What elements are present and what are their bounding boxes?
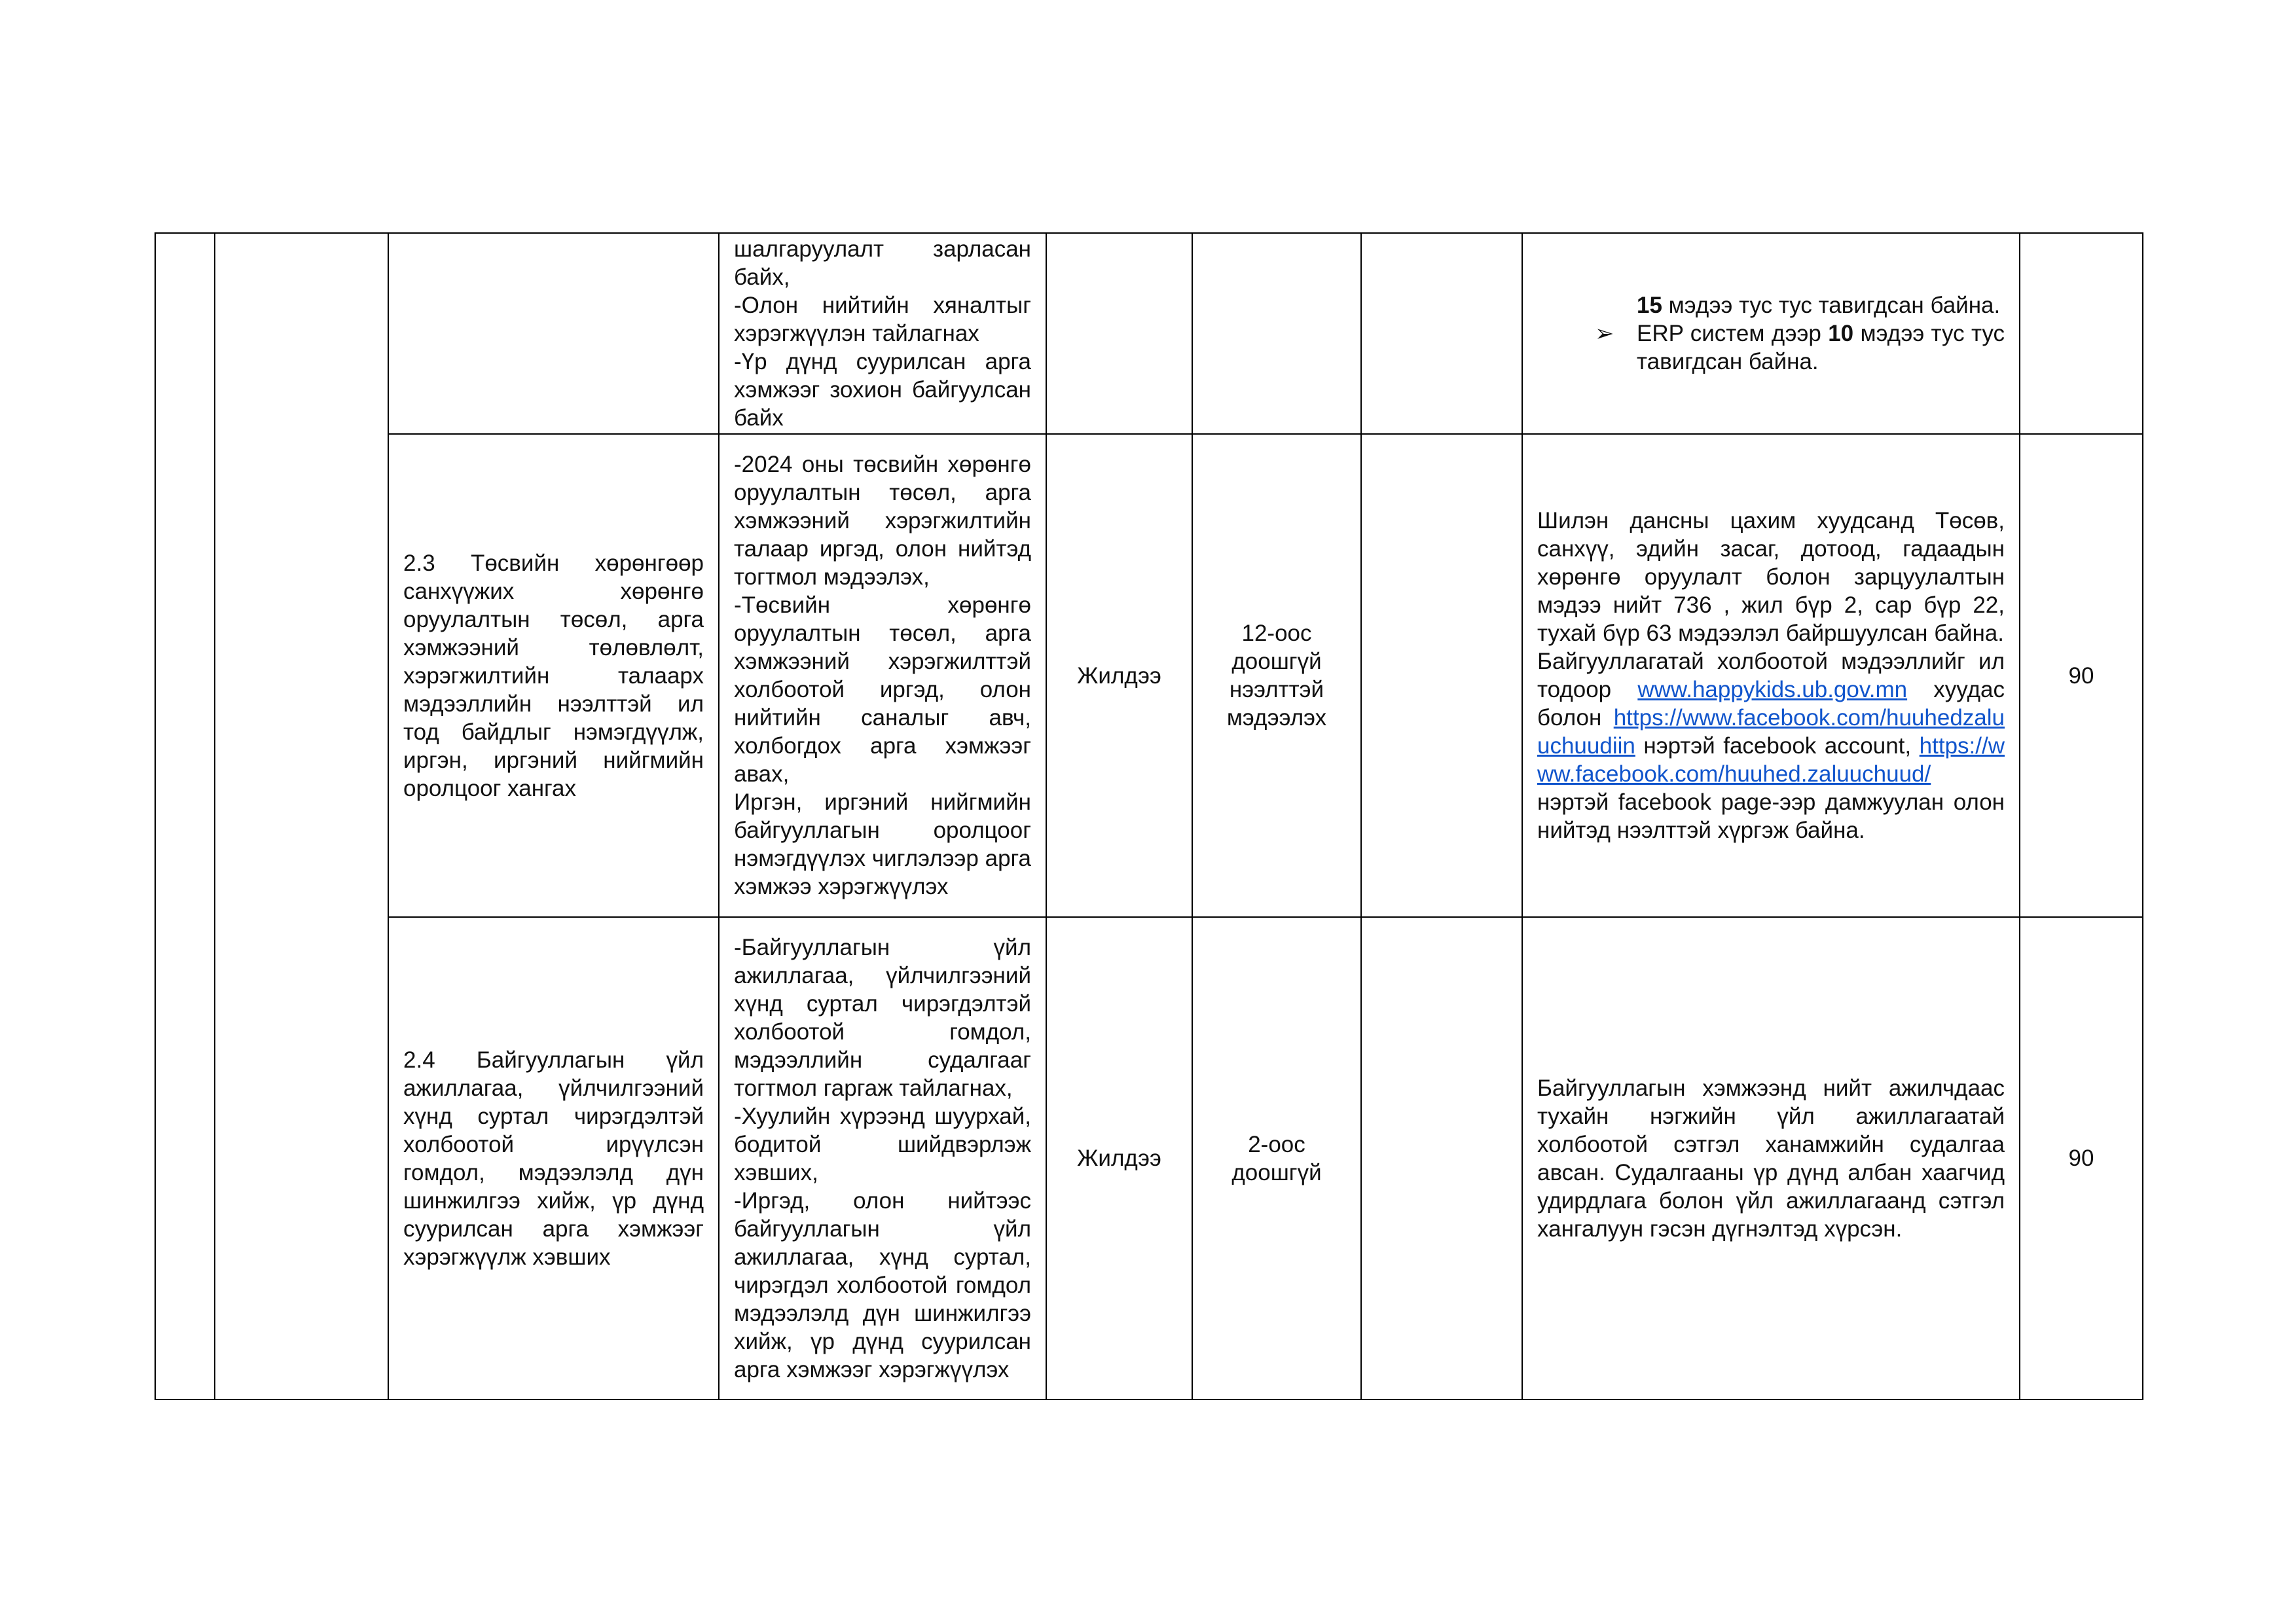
empty-cell [1361,917,1522,1399]
report-list [1537,291,2005,376]
activity-text: Иргэн, иргэний нийгмийн байгууллагын оролцоог нэмэгдүүлэх чиглэлээр арга хэмжээ хэрэгжүүлэх [734,789,1031,899]
activity-text: -Хуулийн хүрээнд шуурхай, бодитой шийдвэрлэж хэвших, [734,1103,1031,1185]
activity-text: -Олон нийтийн хяналтыг хэрэгжүүлэн тайлагнах [734,293,1031,346]
score-cell: 90 [2020,434,2143,917]
goal-cell [388,233,719,434]
number-cell [155,233,215,1399]
empty-cell [1361,434,1522,917]
facebook-page-link[interactable]: https://www.facebook.com/huuhed.zaluuchuud/ [1537,733,2005,787]
indicator-cell [1192,233,1361,434]
website-link[interactable]: www.happykids.ub.gov.mn [1637,677,1908,702]
anti-corruption-plan-table [155,232,2143,1400]
table-row [155,233,2143,434]
report-text: Байгууллагатай холбоотой мэдээллийг ил тодоор www.happykids.ub.gov.mn хуудас болон https://www.facebook.com/huuhedzaluuchuudiin нэртэй facebook account, https://www.facebook.com/huuhed.zaluuchuud/ нэртэй facebook page-ээр дамжуулан олон нийтэд нээлттэй хүргэж байна. [1537,649,2005,843]
score-cell [2020,233,2143,434]
activities-cell [719,917,1046,1399]
report-cell [1522,434,2020,917]
activities-cell [719,434,1046,917]
goal-cell: 2.3 Төсвийн хөрөнгөөр санхүүжих хөрөнгө оруулалтын төсөл, арга хэмжээний төлөвлөлт, хэрэгжилтийн талаарх мэдээллийн нээлттэй ил тод байдлыг нэмэгдүүлж, иргэн, иргэний нийгмийн оролцоог хангах [388,434,719,917]
score-cell: 90 [2020,917,2143,1399]
report-text: Шилэн дансны цахим хуудсанд Төсөв, санхүү, эдийн засаг, дотоод, гадаадын хөрөнгө оруулалт болон зарцуулалтын мэдээ нийт 736 , жил бүр 2, сар бүр 22, тухай бүр 63 мэдээлэл байршуулсан байна. [1537,508,2005,646]
report-cell [1522,233,2020,434]
period-cell: Жилдээ [1046,917,1192,1399]
list-item: 15 мэдээ тус тус тавигдсан байна. [1637,293,2001,318]
activity-text: -Байгууллагын үйл ажиллагаа, үйлчилгээний хүнд суртал чирэгдэлтэй холбоотой гомдол, мэдээллийн судалгааг тогтмол гаргаж тайлагнах, [734,934,1031,1101]
activity-text: -Төсвийн хөрөнгө оруулалтын төсөл, арга хэмжээний хэрэгжилттэй холбоотой иргэд, олон нийтийн саналыг авч, холбогдох арга хэмжээг авах, [734,592,1031,787]
facebook-account-link[interactable]: https://www.facebook.com/huuhedzaluuchuudiin [1537,705,2005,759]
indicator-cell: 2-оос доошгүй [1192,917,1361,1399]
activity-text: шалгаруулалт зарласан байх, [734,236,1031,290]
goal-cell: 2.4 Байгууллагын үйл ажиллагаа, үйлчилгээний хүнд суртал чирэгдэлтэй холбоотой ирүүлсэн гомдол, мэдээлэлд дүн шинжилгээ хийж, үр дүнд суурилсан арга хэмжээг хэрэгжүүлж хэвших [388,917,719,1399]
period-cell: Жилдээ [1046,434,1192,917]
table-row [155,917,2143,1399]
direction-cell [215,233,388,1399]
list-item: ➢ ERP систем дээр 10 мэдээ тус тус тавигдсан байна. [1595,321,2005,374]
activities-cell [719,233,1046,434]
period-cell [1046,233,1192,434]
empty-cell [1361,233,1522,434]
arrow-bullet-icon: ➢ [1595,321,1614,346]
indicator-cell: 12-оос доошгүй нээлттэй мэдээлэх [1192,434,1361,917]
report-cell [1522,917,2020,1399]
activity-text: -Үр дүнд суурилсан арга хэмжээг зохион байгуулсан байх [734,349,1031,431]
activity-text: -Иргэд, олон нийтээс байгууллагын үйл ажиллагаа, хүнд суртал, чирэгдэл холбоотой гомдол мэдээлэлд дүн шинжилгээ хийж, үр дүнд суурилсан арга хэмжээг хэрэгжүүлэх [734,1187,1031,1382]
table-row [155,434,2143,917]
activity-text: -2024 оны төсвийн хөрөнгө оруулалтын төсөл, арга хэмжээний хэрэгжилтийн талаар иргэд, олон нийтэд тогтмол мэдээлэх, [734,452,1031,590]
report-text: Байгууллагын хэмжээнд нийт ажилчдаас тухайн нэгжийн үйл ажиллагаатай холбоотой сэтгэл ханамжийн судалгаа авсан. Судалгааны үр дүнд албан хаагчид удирдлага болон үйл ажиллагаанд сэтгэл хангалуун гэсэн дүгнэлтэд хүрсэн. [1537,1075,2005,1242]
